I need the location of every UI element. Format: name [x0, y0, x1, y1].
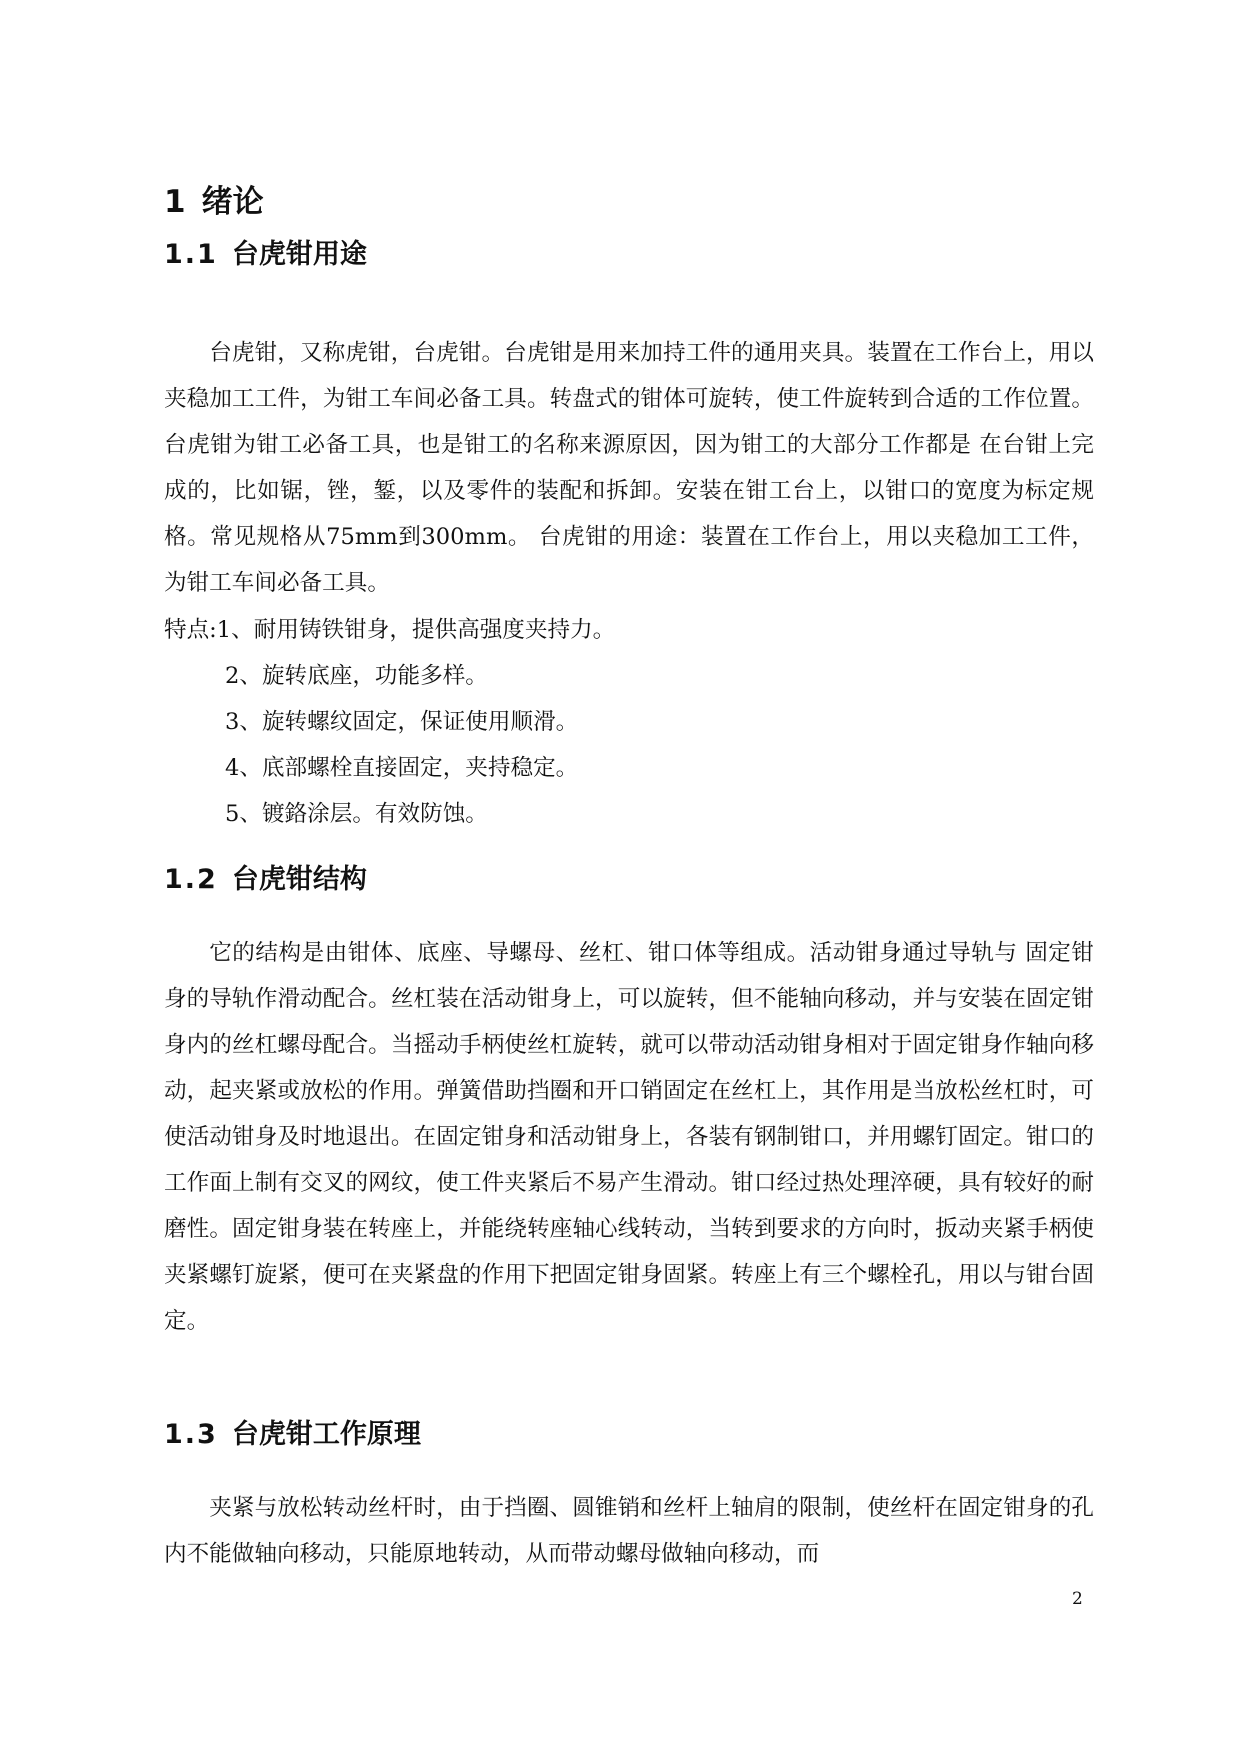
feature-item: 2、旋转底座，功能多样。 — [225, 663, 488, 689]
section-heading-1-2 — [164, 860, 367, 900]
chapter-heading — [164, 180, 264, 224]
section-1-2-paragraph: 它的结构是由钳体、底座、导螺母、丝杠、钳口体等组成。活动钳身通过导轨与 固定钳身的导轨作滑动配合。丝杠装在活动钳身上，可以旋转，但不能轴向移动，并与安装在固定钳身内的丝杠螺母配合。当摇动手柄使丝杠旋转，就可以带动活动钳身相对于固定钳身作轴向移动，起夹紧或放松的作用。弹簧借助挡圈和开口销固定在丝杠上，其作用是当放松丝杠时，可使活动钳身及时地退出。在固定钳身和活动钳身上，各装有钢制钳口，并用螺钉固定。钳口的工作面上制有交叉的网纹，使工件夹紧后不易产生滑动。钳口经过热处理淬硬，具有较好的耐磨性。固定钳身装在转座上，并能绕转座轴心线转动，当转到要求的方向时，扳动夹紧手柄使夹紧螺钉旋紧，便可在夹紧盘的作用下把固定钳身固紧。转座上有三个螺栓孔，用以与钳台固定。 — [164, 940, 1094, 1334]
section-number: 1.1 — [164, 239, 218, 270]
section-heading-1-3 — [164, 1415, 421, 1455]
feature-item: 4、底部螺栓直接固定，夹持稳定。 — [225, 755, 579, 781]
section-title: 台虎钳结构 — [231, 864, 367, 895]
section-1-3-paragraph: 夹紧与放松转动丝杆时，由于挡圈、圆锥销和丝杆上轴肩的限制，使丝杆在固定钳身的孔内不能做轴向移动，只能原地转动，从而带动螺母做轴向移动，而 — [164, 1495, 1094, 1567]
section-1-1-paragraph: 台虎钳，又称虎钳，台虎钳。台虎钳是用来加持工件的通用夹具。装置在工作台上，用以夹稳加工工件，为钳工车间必备工具。转盘式的钳体可旋转，使工件旋转到合适的工作位置。台虎钳为钳工必备工具，也是钳工的名称来源原因，因为钳工的大部分工作都是 在台钳上完成的，比如锯，锉，錾，以及零件的装配和拆卸。安装在钳工台上，以钳口的宽度为标定规格。常见规格从75mm到300mm。 台虎钳的用途：装置在工作台上，用以夹稳加工工件，为钳工车间必备工具。 — [164, 340, 1094, 596]
chapter-title: 绪论 — [201, 184, 264, 220]
section-title: 台虎钳用途 — [231, 239, 367, 270]
feature-item: 3、旋转螺纹固定，保证使用顺滑。 — [225, 709, 579, 735]
page-number: 2 — [1072, 1589, 1083, 1609]
section-title: 台虎钳工作原理 — [231, 1419, 421, 1450]
section-heading-1-1 — [164, 235, 367, 275]
chapter-number: 1 — [164, 184, 188, 220]
section-number: 1.3 — [164, 1419, 218, 1450]
feature-item: 5、镀鉻涂层。有效防蚀。 — [225, 801, 488, 827]
features-label: 特点:1、耐用铸铁钳身，提供高强度夹持力。 — [164, 617, 616, 643]
section-number: 1.2 — [164, 864, 218, 895]
